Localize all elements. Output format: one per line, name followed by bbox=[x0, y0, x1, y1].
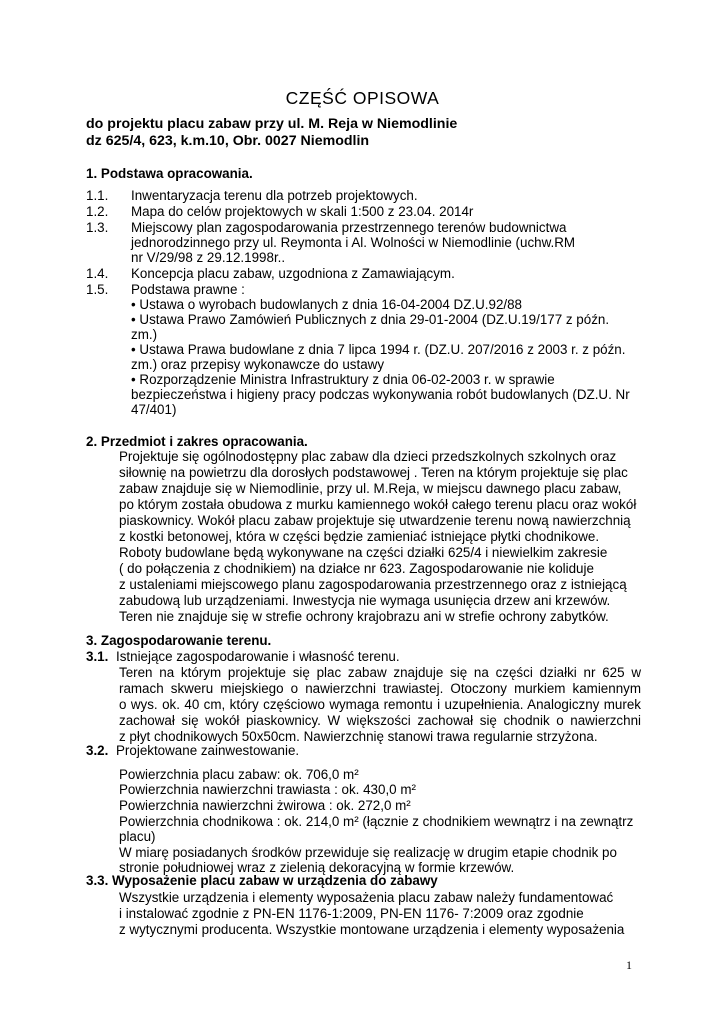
paragraph-line: Roboty budowlane będą wykonywane na części działki 625/4 i niewielkim zakresie bbox=[119, 545, 608, 560]
subtitle-line-2: dz 625/4, 623, k.m.10, Obr. 0027 Niemodlin bbox=[86, 133, 370, 149]
item-text: jednorodzinnego przy ul. Reymonta i Al. Wolności w Niemodlinie (uchw.RM bbox=[131, 235, 576, 250]
item-number: 1.4. bbox=[86, 266, 109, 281]
area-line: Powierzchnia nawierzchni trawiasta : ok. 430,0 m² bbox=[119, 782, 416, 797]
subsection-3-1-number: 3.1. bbox=[86, 649, 109, 664]
item-text: Miejscowy plan zagospodarowania przestrzennego terenów budownictwa bbox=[131, 220, 567, 235]
item-number: 1.1. bbox=[86, 188, 109, 203]
area-line: Powierzchnia nawierzchni żwirowa : ok. 272,0 m² bbox=[119, 798, 411, 813]
paragraph-line: Teren na którym projektuje się plac zabaw znajduje się na części działki nr 625 w bbox=[119, 665, 641, 680]
item-text: Mapa do celów projektowych w skali 1:500 z 23.04. 2014r bbox=[131, 204, 474, 219]
item-text: Inwentaryzacja terenu dla potrzeb projektowych. bbox=[131, 188, 418, 203]
area-line: Powierzchnia chodnikowa : ok. 214,0 m² (łącznie z chodnikiem wewnątrz i na zewnątrz bbox=[119, 814, 634, 829]
item-text: bezpieczeństwa i higieny pracy podczas wykonywania robót budowlanych (DZ.U. Nr bbox=[131, 387, 630, 402]
paragraph-line: ramach skweru miejskiego o nawierzchni trawiastej. Otoczony murkiem kamiennym bbox=[119, 681, 641, 696]
paragraph-line: siłownię na powietrzu dla dorosłych podstawowej . Teren na którym projektuje się plac bbox=[119, 465, 628, 480]
paragraph-line: Wszystkie urządzenia i elementy wyposażenia placu zabaw należy fundamentować bbox=[119, 890, 614, 905]
section-1-heading: 1. Podstawa opracowania. bbox=[86, 166, 253, 181]
item-text: • Ustawa Prawa budowlane z dnia 7 lipca 1994 r. (DZ.U. 207/2016 z 2003 r. z późn. bbox=[131, 342, 626, 357]
item-text: zm.) oraz przepisy wykonawcze do ustawy bbox=[131, 357, 385, 372]
paragraph-line: zabudową lub urządzeniami. Inwestycja nie wymaga usunięcia drzew ani krzewów. bbox=[119, 593, 611, 608]
item-number: 1.5. bbox=[86, 282, 109, 297]
section-2-heading: 2. Przedmiot i zakres opracowania. bbox=[86, 434, 308, 449]
paragraph-line: ( do połączenia z chodnikiem) na działce nr 623. Zagospodarowanie nie koliduje bbox=[119, 561, 594, 576]
item-text: • Ustawa Prawo Zamówień Publicznych z dnia 29-01-2004 (DZ.U.19/177 z późn. bbox=[131, 312, 610, 327]
item-number: 1.3. bbox=[86, 220, 109, 235]
paragraph-line: z kostki betonowej, która w części będzie zamieniać istniejące płytki chodnikowe. bbox=[119, 529, 600, 544]
subsection-3-2-title: Projektowane zainwestowanie. bbox=[116, 743, 300, 758]
paragraph-line: zachował się wokół piaskownicy. W większości zachował się chodnik o nawierzchni bbox=[119, 713, 641, 728]
subtitle-line-1: do projektu placu zabaw przy ul. M. Reja w Niemodlinie bbox=[86, 116, 458, 132]
item-text: 47/401) bbox=[131, 402, 177, 417]
item-text: Podstawa prawne : bbox=[131, 282, 245, 297]
paragraph-line: o wys. ok. 40 cm, który częściowo wymaga remontu i uzupełnienia. Analogiczny murek bbox=[119, 697, 641, 712]
paragraph-line: zabaw znajduje się w Niemodlinie, przy ul. M.Reja, w miejscu dawnego placu zabaw, bbox=[119, 481, 622, 496]
paragraph-line: z wytycznymi producenta. Wszystkie montowane urządzenia i elementy wyposażenia bbox=[119, 922, 625, 937]
subsection-3-2-number: 3.2. bbox=[86, 743, 109, 758]
document-title: CZĘŚĆ OPISOWA bbox=[285, 88, 440, 108]
item-text: Koncepcja placu zabaw, uzgodniona z Zamawiającym. bbox=[131, 266, 455, 281]
item-number: 1.2. bbox=[86, 204, 109, 219]
item-text: • Ustawa o wyrobach budowlanych z dnia 16-04-2004 DZ.U.92/88 bbox=[131, 297, 523, 312]
item-text: • Rozporządzenie Ministra Infrastruktury z dnia 06-02-2003 r. w sprawie bbox=[131, 372, 555, 387]
area-line: placu) bbox=[119, 829, 156, 844]
area-line: stronie południowej wraz z zielenią dekoracyjną w formie krzewów. bbox=[119, 860, 515, 875]
subsection-3-3-heading: 3.3. Wyposażenie placu zabaw w urządzenia do zabawy bbox=[86, 873, 438, 888]
paragraph-line: z ustaleniami miejscowego planu zagospodarowania przestrzennego oraz z istniejącą bbox=[119, 577, 627, 592]
subsection-3-1-title: Istniejące zagospodarowanie i własność terenu. bbox=[116, 649, 400, 664]
paragraph-line: z płyt chodnikowych 50x50cm. Nawierzchnię stanowi trawa regularnie strzyżona. bbox=[119, 729, 598, 744]
paragraph-line: Teren nie znajduje się w strefie ochrony krajobrazu ani w strefie ochrony zabytków. bbox=[119, 609, 609, 624]
paragraph-line: po którym została obudowa z murku kamiennego wokół całego terenu placu oraz wokół bbox=[119, 497, 637, 512]
paragraph-line: piaskownicy. Wokół placu zabaw projektuje się utwardzenie terenu nową nawierzchnią bbox=[119, 513, 631, 528]
item-text: nr V/29/98 z 29.12.1998r.. bbox=[131, 250, 286, 265]
page-number: 1 bbox=[626, 958, 632, 972]
area-line: W miarę posiadanych środków przewiduje się realizację w drugim etapie chodnik po bbox=[119, 845, 617, 860]
item-text: zm.) bbox=[131, 327, 158, 342]
paragraph-line: Projektuje się ogólnodostępny plac zabaw dla dzieci przedszkolnych szkolnych oraz bbox=[119, 449, 617, 464]
paragraph-line: i instalować zgodnie z PN-EN 1176-1:2009, PN-EN 1176- 7:2009 oraz zgodnie bbox=[119, 906, 584, 921]
area-line: Powierzchnia placu zabaw: ok. 706,0 m² bbox=[119, 767, 359, 782]
section-3-heading: 3. Zagospodarowanie terenu. bbox=[86, 633, 272, 648]
